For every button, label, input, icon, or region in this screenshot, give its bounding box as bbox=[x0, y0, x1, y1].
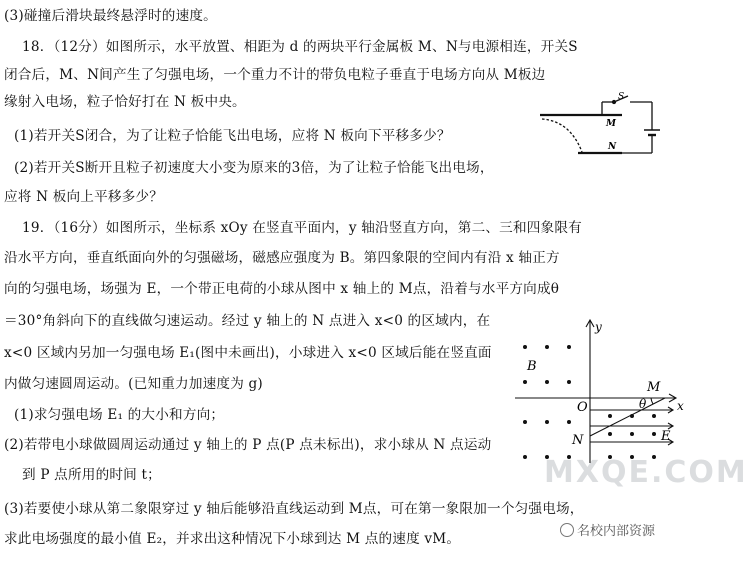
q19-text-6: 内做匀速圆周运动。(已知重力加速度为 g) bbox=[4, 376, 263, 392]
q19-text-1: 如图所示，坐标系 xOy 在竖直平面内，y 轴沿竖直方向，第二、三和四象限有 bbox=[105, 220, 582, 236]
label-plate-n: N bbox=[608, 142, 617, 152]
q19-text-4: ＝30°角斜向下的直线做匀速运动。经过 y 轴上的 N 点进入 x<0 的区域内，在 bbox=[4, 313, 491, 329]
q19-sub-1: (1)求匀强电场 E₁ 的大小和方向； bbox=[14, 407, 225, 423]
q19-sub-2: (2)若带电小球做圆周运动通过 y 轴上的 P 点(P 点未标出)，求小球从 N 点运动 bbox=[4, 437, 492, 453]
q18-text-1: 如图所示，水平放置、相距为 d 的两块平行金属板 M、N与电源相连，开关S bbox=[105, 39, 578, 55]
q19-text-5: x<0 区域内另加一匀强电场 E₁(图中未画出)，小球进入 x<0 区域后能在竖直面 bbox=[4, 345, 492, 361]
label-b: B bbox=[527, 359, 537, 374]
figure-18-circuit bbox=[530, 90, 660, 170]
label-x: x bbox=[677, 399, 684, 413]
q19-sub-3b: 求此电场强度的最小值 E₂，并求出这种情况下小球到达 M 点的速度 vM。 bbox=[4, 531, 461, 547]
watermark-logo bbox=[544, 455, 748, 490]
label-e: E bbox=[661, 429, 671, 444]
q18-sub-2b: 应将 N 板向上平移多少？ bbox=[4, 189, 164, 205]
q18-sub-1: (1)若开关S闭合，为了让粒子恰能飞出电场，应将 N 板向下平移多少？ bbox=[14, 128, 451, 144]
q18-number: 18．（12分） bbox=[22, 39, 106, 55]
watermark-brand-text: 名校内部资源 bbox=[577, 524, 656, 539]
label-n: N bbox=[572, 433, 584, 448]
q19-number: 19．（16分） bbox=[22, 220, 106, 236]
q19-sub-2b: 到 P 点所用的时间 t； bbox=[22, 467, 161, 483]
label-switch: S bbox=[618, 92, 625, 102]
q19-text-2: 沿水平方向，垂直纸面向外的匀强磁场，磁感应强度为 B。第四象限的空间内有沿 x 轴正方 bbox=[4, 250, 560, 266]
figure-19-coordinate bbox=[505, 318, 690, 468]
watermark-brand bbox=[560, 520, 655, 539]
brand-icon bbox=[560, 523, 574, 537]
q18-text-2: 闭合后，M、N间产生了匀强电场，一个重力不计的带负电粒子垂直于电场方向从 M板边 bbox=[4, 67, 546, 83]
q19-sub-3: (3)若要使小球从第二象限穿过 y 轴后能够沿直线运动到 M点，可在第一象限加一个匀强电场， bbox=[4, 501, 584, 517]
label-m: M bbox=[647, 380, 661, 395]
angle-arc bbox=[651, 398, 653, 404]
q18-sub-2: (2)若开关S断开且粒子初速度大小变为原来的3倍，为了让粒子恰能飞出电场， bbox=[14, 160, 494, 176]
label-o: O bbox=[577, 400, 588, 415]
particle-trajectory bbox=[542, 119, 582, 152]
watermark-site: MXQE.COM bbox=[544, 455, 748, 490]
label-plate-m: M bbox=[606, 119, 616, 129]
prev-question-line: (3)碰撞后滑块最终悬浮时的速度。 bbox=[4, 8, 217, 24]
q19-first-line bbox=[22, 216, 582, 236]
label-y: y bbox=[595, 320, 602, 334]
switch-pivot bbox=[613, 101, 616, 104]
label-theta: θ bbox=[639, 397, 647, 411]
q19-text-3: 向的匀强电场，场强为 E，一个带正电荷的小球从图中 x 轴上的 M点，沿着与水平方向成θ bbox=[4, 281, 560, 297]
q18-first-line bbox=[22, 35, 578, 55]
q18-text-3: 缘射入电场，粒子恰好打在 N 板中央。 bbox=[4, 94, 246, 110]
